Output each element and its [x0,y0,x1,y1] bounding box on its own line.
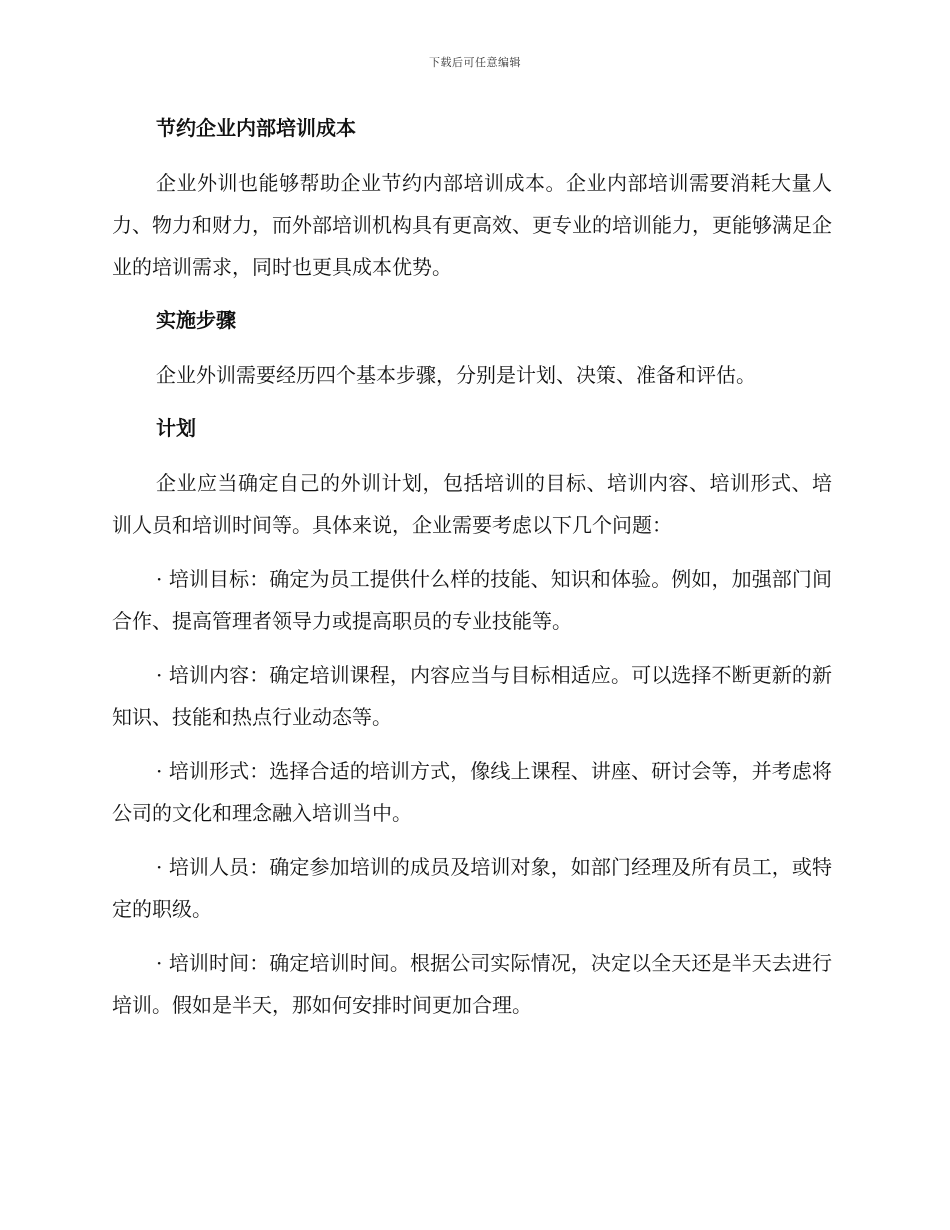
bullet-item-participants: · 培训人员：确定参加培训的成员及培训对象，如部门经理及所有员工，或特定的职级。 [112,855,832,921]
section-heading-cost: 节约企业内部培训成本 [156,116,356,140]
bullet-item-format: · 培训形式：选择合适的培训方式，像线上课程、讲座、研讨会等，并考虑将公司的文化和理念融入培训当中。 [112,759,832,825]
bullet-item-time: · 培训时间：确定培训时间。根据公司实际情况，决定以全天还是半天去进行培训。假如是半天，那如何安排时间更加合理。 [112,951,832,1017]
paragraph-cost: 企业外训也能够帮助企业节约内部培训成本。企业内部培训需要消耗大量人力、物力和财力，而外部培训机构具有更高效、更专业的培训能力，更能够满足企业的培训需求，同时也更具成本优势。 [112,171,832,279]
bullet-item-goal: · 培训目标：确定为员工提供什么样的技能、知识和体验。例如，加强部门间合作、提高管理者领导力或提高职员的专业技能等。 [112,567,832,633]
paragraph-steps: 企业外训需要经历四个基本步骤，分别是计划、决策、准备和评估。 [156,363,756,387]
section-heading-steps: 实施步骤 [156,308,236,332]
paragraph-plan: 企业应当确定自己的外训计划，包括培训的目标、培训内容、培训形式、培训人员和培训时间等。具体来说，企业需要考虑以下几个问题： [112,471,832,537]
bullet-item-content: · 培训内容：确定培训课程，内容应当与目标相适应。可以选择不断更新的新知识、技能和热点行业动态等。 [112,663,832,729]
header-note: 下载后可任意编辑 [429,56,521,69]
section-heading-plan: 计划 [156,416,196,440]
document-body [112,108,832,1038]
